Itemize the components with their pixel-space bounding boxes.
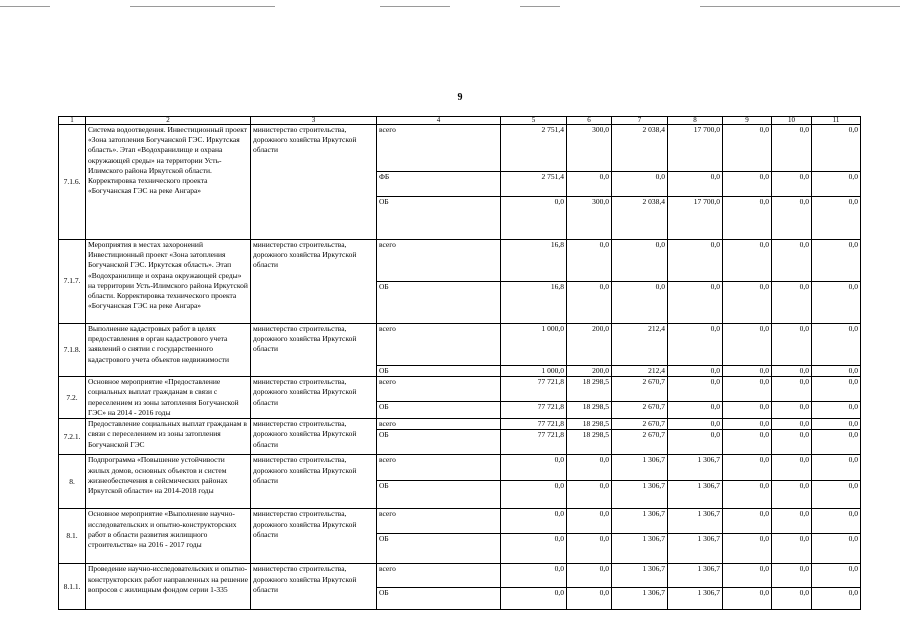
funding-source: всего (377, 324, 501, 366)
amount-cell: 0,0 (612, 172, 668, 197)
amount-cell: 0,0 (812, 125, 861, 172)
amount-cell: 0,0 (612, 240, 668, 282)
item-executor: министерство строительства, дорожного хозяйства Иркутской области (251, 509, 377, 564)
amount-cell: 1 306,7 (668, 481, 723, 509)
item-number: 8. (59, 455, 86, 509)
amount-cell: 17 700,0 (668, 197, 723, 240)
amount-cell: 1 306,7 (612, 588, 668, 610)
item-description: Предоставление социальных выплат гражданам в связи с переселением из зоны затопления Богучанской ГЭС (86, 419, 251, 455)
item-number: 7.2. (59, 377, 86, 419)
amount-cell: 0,0 (668, 366, 723, 377)
amount-cell: 0,0 (812, 240, 861, 282)
scan-edge-line (130, 6, 275, 7)
amount-cell: 0,0 (723, 172, 772, 197)
amount-cell: 0,0 (812, 324, 861, 366)
header-cell: 5 (501, 117, 567, 125)
amount-cell: 0,0 (501, 197, 567, 240)
amount-cell: 1 306,7 (612, 455, 668, 481)
amount-cell: 200,0 (567, 366, 612, 377)
amount-cell: 0,0 (567, 282, 612, 324)
item-number: 8.1.1. (59, 564, 86, 610)
amount-cell: 0,0 (812, 282, 861, 324)
amount-cell: 0,0 (723, 455, 772, 481)
amount-cell: 0,0 (812, 588, 861, 610)
item-description: Основное мероприятие «Выполнение научно-исследовательских и опытно-конструкторских работ в области развития жилищного строительства» на 2016 - 2017 годы (86, 509, 251, 564)
funding-source: ОБ (377, 430, 501, 455)
amount-cell: 18 298,5 (567, 377, 612, 402)
amount-cell: 0,0 (812, 377, 861, 402)
item-number: 7.1.6. (59, 125, 86, 240)
item-number: 8.1. (59, 509, 86, 564)
funding-source: всего (377, 125, 501, 172)
amount-cell: 0,0 (668, 240, 723, 282)
amount-cell: 2 038,4 (612, 197, 668, 240)
amount-cell: 0,0 (812, 419, 861, 430)
amount-cell: 200,0 (567, 324, 612, 366)
amount-cell: 0,0 (612, 282, 668, 324)
funding-source: всего (377, 564, 501, 588)
amount-cell: 0,0 (723, 419, 772, 430)
amount-cell: 1 000,0 (501, 366, 567, 377)
amount-cell: 0,0 (723, 324, 772, 366)
amount-cell: 0,0 (772, 564, 812, 588)
amount-cell: 0,0 (772, 282, 812, 324)
amount-cell: 0,0 (772, 324, 812, 366)
item-executor: министерство строительства, дорожного хозяйства Иркутской области (251, 324, 377, 377)
amount-cell: 2 670,7 (612, 402, 668, 419)
amount-cell: 0,0 (772, 534, 812, 564)
item-executor: министерство строительства, дорожного хозяйства Иркутской области (251, 377, 377, 419)
amount-cell: 0,0 (812, 366, 861, 377)
amount-cell: 0,0 (567, 564, 612, 588)
header-row (59, 117, 861, 125)
amount-cell: 0,0 (772, 588, 812, 610)
amount-cell: 0,0 (668, 324, 723, 366)
amount-cell: 0,0 (723, 197, 772, 240)
item-number: 7.1.8. (59, 324, 86, 377)
amount-cell: 0,0 (812, 564, 861, 588)
amount-cell: 0,0 (812, 430, 861, 455)
amount-cell: 300,0 (567, 125, 612, 172)
amount-cell: 0,0 (772, 377, 812, 402)
amount-cell: 0,0 (501, 481, 567, 509)
amount-cell: 0,0 (812, 509, 861, 534)
amount-cell: 212,4 (612, 324, 668, 366)
amount-cell: 0,0 (723, 240, 772, 282)
amount-cell: 0,0 (723, 509, 772, 534)
table-row (59, 240, 861, 282)
amount-cell: 0,0 (772, 240, 812, 282)
amount-cell: 0,0 (772, 455, 812, 481)
header-cell: 6 (567, 117, 612, 125)
amount-cell: 212,4 (612, 366, 668, 377)
item-description: Основное мероприятие «Предоставление социальных выплат гражданам в связи с переселением из зоны затопления Богучанской ГЭС» на 2014 - 2016 годы (86, 377, 251, 419)
funding-source: ОБ (377, 366, 501, 377)
amount-cell: 1 306,7 (612, 534, 668, 564)
amount-cell: 0,0 (772, 125, 812, 172)
scan-edge-line (520, 6, 560, 7)
funding-source: ОБ (377, 481, 501, 509)
amount-cell: 16,8 (501, 240, 567, 282)
amount-cell: 16,8 (501, 282, 567, 324)
item-number: 7.1.7. (59, 240, 86, 324)
amount-cell: 0,0 (567, 455, 612, 481)
amount-cell: 0,0 (772, 419, 812, 430)
table-row (59, 509, 861, 534)
amount-cell: 0,0 (501, 455, 567, 481)
funding-source: ОБ (377, 588, 501, 610)
amount-cell: 1 306,7 (612, 481, 668, 509)
scan-edge-line (700, 6, 900, 7)
amount-cell: 0,0 (723, 377, 772, 402)
table-row (59, 419, 861, 430)
item-executor: министерство строительства, дорожного хозяйства Иркутской области (251, 564, 377, 610)
amount-cell: 77 721,8 (501, 377, 567, 402)
amount-cell: 0,0 (567, 481, 612, 509)
table-row (59, 564, 861, 588)
amount-cell: 0,0 (812, 197, 861, 240)
item-description: Подпрограмма «Повышение устойчивости жилых домов, основных объектов и систем жизнеобеспечения в сейсмических районах Иркутской области» на 2014-2018 годы (86, 455, 251, 509)
amount-cell: 0,0 (723, 564, 772, 588)
item-description: Проведение научно-исследовательских и опытно-конструкторских работ направленных на решение вопросов с жилищным фондом серии 1-335 (86, 564, 251, 610)
funding-source: всего (377, 419, 501, 430)
amount-cell: 0,0 (668, 402, 723, 419)
funding-source: всего (377, 455, 501, 481)
amount-cell: 0,0 (668, 419, 723, 430)
amount-cell: 2 670,7 (612, 419, 668, 430)
amount-cell: 1 306,7 (668, 455, 723, 481)
amount-cell: 0,0 (668, 430, 723, 455)
amount-cell: 2 751,4 (501, 125, 567, 172)
header-cell: 10 (772, 117, 812, 125)
amount-cell: 0,0 (772, 481, 812, 509)
funding-source: ФБ (377, 172, 501, 197)
amount-cell: 2 751,4 (501, 172, 567, 197)
item-description: Система водоотведения. Инвестиционный проект «Зона затопления Богучанской ГЭС. Иркутская область». Этап «Водохранилище и охрана окружающей среды» на территории Усть-Илимского района Иркутской области. Корректировка технического проекта «Богучанская ГЭС на реке Ангара» (86, 125, 251, 240)
amount-cell: 0,0 (812, 534, 861, 564)
scan-edge-line (0, 6, 50, 7)
amount-cell: 0,0 (567, 509, 612, 534)
amount-cell: 0,0 (668, 172, 723, 197)
funding-source: ОБ (377, 282, 501, 324)
amount-cell: 77 721,8 (501, 419, 567, 430)
item-number: 7.2.1. (59, 419, 86, 455)
item-executor: министерство строительства, дорожного хозяйства Иркутской области (251, 419, 377, 455)
item-description: Выполнение кадастровых работ в целях предоставления в орган кадастрового учета заявлений о снятии с государственного кадастрового учета объектов недвижимости (86, 324, 251, 377)
amount-cell: 18 298,5 (567, 402, 612, 419)
table-row (59, 125, 861, 172)
amount-cell: 0,0 (772, 430, 812, 455)
amount-cell: 0,0 (567, 240, 612, 282)
page-number: 9 (457, 92, 463, 103)
amount-cell: 0,0 (501, 564, 567, 588)
amount-cell: 0,0 (668, 282, 723, 324)
header-cell: 1 (59, 117, 86, 125)
budget-table (58, 116, 861, 610)
amount-cell: 0,0 (567, 534, 612, 564)
amount-cell: 0,0 (723, 282, 772, 324)
amount-cell: 0,0 (772, 197, 812, 240)
table-row (59, 455, 861, 481)
funding-source: ОБ (377, 197, 501, 240)
funding-source: всего (377, 240, 501, 282)
amount-cell: 300,0 (567, 197, 612, 240)
amount-cell: 0,0 (812, 402, 861, 419)
amount-cell: 0,0 (723, 430, 772, 455)
amount-cell: 0,0 (812, 172, 861, 197)
header-cell: 9 (723, 117, 772, 125)
amount-cell: 0,0 (812, 481, 861, 509)
header-cell: 11 (812, 117, 861, 125)
amount-cell: 0,0 (501, 588, 567, 610)
amount-cell: 0,0 (723, 125, 772, 172)
amount-cell: 1 306,7 (612, 509, 668, 534)
item-executor: министерство строительства, дорожного хозяйства Иркутской области (251, 455, 377, 509)
item-description: Мероприятия в местах захоронений Инвестиционный проект «Зона затопления Богучанской ГЭС. Иркутская область». Этап «Водохранилище и охрана окружающей среды» на территории Усть-Илимского района Иркутской области. Корректировка технического проекта «Богучанская ГЭС на реке Ангара» (86, 240, 251, 324)
item-executor: министерство строительства, дорожного хозяйства Иркутской области (251, 125, 377, 240)
amount-cell: 0,0 (812, 455, 861, 481)
header-cell: 4 (377, 117, 501, 125)
amount-cell: 2 038,4 (612, 125, 668, 172)
header-cell: 8 (668, 117, 723, 125)
amount-cell: 1 000,0 (501, 324, 567, 366)
funding-source: ОБ (377, 534, 501, 564)
amount-cell: 1 306,7 (668, 588, 723, 610)
header-cell: 3 (251, 117, 377, 125)
funding-source: ОБ (377, 402, 501, 419)
amount-cell: 0,0 (668, 377, 723, 402)
amount-cell: 1 306,7 (612, 564, 668, 588)
amount-cell: 0,0 (567, 172, 612, 197)
amount-cell: 1 306,7 (668, 534, 723, 564)
funding-source: всего (377, 509, 501, 534)
amount-cell: 0,0 (723, 534, 772, 564)
amount-cell: 1 306,7 (668, 564, 723, 588)
amount-cell: 18 298,5 (567, 430, 612, 455)
amount-cell: 2 670,7 (612, 377, 668, 402)
scan-edge-line (380, 6, 450, 7)
amount-cell: 18 298,5 (567, 419, 612, 430)
amount-cell: 0,0 (567, 588, 612, 610)
table-row (59, 377, 861, 402)
header-cell: 7 (612, 117, 668, 125)
header-cell: 2 (86, 117, 251, 125)
amount-cell: 0,0 (723, 402, 772, 419)
amount-cell: 0,0 (772, 366, 812, 377)
amount-cell: 0,0 (501, 534, 567, 564)
amount-cell: 2 670,7 (612, 430, 668, 455)
amount-cell: 0,0 (501, 509, 567, 534)
amount-cell: 0,0 (723, 588, 772, 610)
amount-cell: 0,0 (772, 509, 812, 534)
funding-source: всего (377, 377, 501, 402)
amount-cell: 0,0 (772, 402, 812, 419)
item-executor: министерство строительства, дорожного хозяйства Иркутской области (251, 240, 377, 324)
amount-cell: 17 700,0 (668, 125, 723, 172)
amount-cell: 1 306,7 (668, 509, 723, 534)
table-row (59, 324, 861, 366)
amount-cell: 77 721,8 (501, 430, 567, 455)
amount-cell: 77 721,8 (501, 402, 567, 419)
amount-cell: 0,0 (772, 172, 812, 197)
amount-cell: 0,0 (723, 481, 772, 509)
amount-cell: 0,0 (723, 366, 772, 377)
